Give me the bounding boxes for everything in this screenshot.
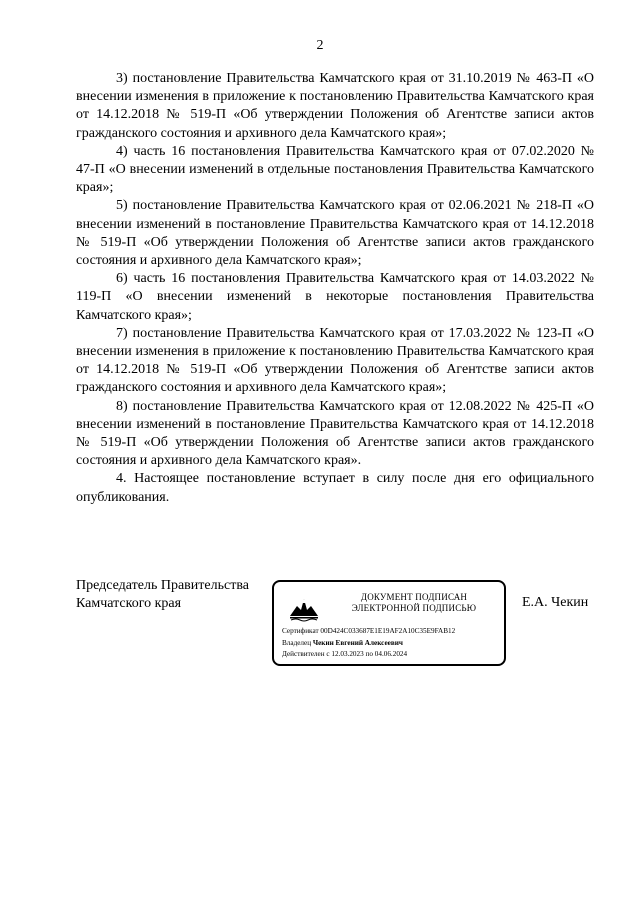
valid-from-value: 12.03.2023 [331,650,364,658]
owner-value: Чекин Евгений Алексеевич [312,638,403,647]
paragraph-item-5: 5) постановление Правительства Камчатского края от 02.06.2021 № 218-П «О внесении изменений в постановление Правительства Камчатского края от 14.12.2018 № 519-П «Об утверждении Положения об Агентстве записи актов гражданского состояния и архивного дела Камчатского края»; [76,198,594,269]
paragraph-item-6: 6) часть 16 постановления Правительства Камчатского края от 14.03.2022 № 119-П «О внесении изменений в некоторые постановления Правительства Камчатского края»; [76,271,594,323]
stamp-owner-line [282,638,504,650]
certificate-label: Сертификат [282,627,319,635]
signatory-position [76,577,249,613]
signatory-position-line2: Камчатского края [76,596,182,612]
valid-label: Действителен [282,650,325,658]
stamp-title-line1: ДОКУМЕНТ ПОДПИСАН [360,592,468,602]
valid-to-prefix: по [365,650,373,658]
stamp-title [326,592,502,614]
valid-to-value: 04.06.2024 [374,650,408,658]
stamp-title-line2: ЭЛЕКТРОННОЙ ПОДПИСЬЮ [351,603,477,613]
owner-label: Владелец [282,638,312,647]
paragraph-item-4: 4) часть 16 постановления Правительства Камчатского края от 07.02.2020 № 47-П «О внесении изменений в отдельные постановления Правительства Камчатского края»; [76,143,594,196]
page-number: 2 [316,38,324,53]
signatory-position-line1: Председатель Правительства [76,578,249,593]
signatory-name: Е.А. Чекин [522,595,589,610]
paragraph-item-7: 7) постановление Правительства Камчатского края от 17.03.2022 № 123-П «О внесении изменения в приложение к постановлению Правительства Камчатского края от 14.12.2018 № 519-П «Об утверждении Положения об Агентстве записи актов гражданского состояния и архивного дела Камчатского края»; [76,325,594,396]
certificate-value: 00D424C033687E1E19AF2A10C35E9FAB12 [320,627,456,635]
stamp-certificate-line [282,626,504,638]
valid-from-prefix: с [326,650,330,658]
paragraph-item-3: 3) постановление Правительства Камчатского края от 31.10.2019 № 463-П «О внесении изменения в приложение к постановлению Правительства Камчатского края от 14.12.2018 № 519-П «Об утверждении Положения об Агентстве записи актов гражданского состояния и архивного дела Камчатского края»; [76,71,594,141]
electronic-signature-stamp [272,580,506,666]
document-body [76,70,594,507]
paragraph-effective-date: 4. Настоящее постановление вступает в силу после дня его официального опубликования. [76,471,594,505]
stamp-details [282,626,504,661]
paragraph-item-8: 8) постановление Правительства Камчатского края от 12.08.2022 № 425-П «О внесении изменений в постановление Правительства Камчатского края от 14.12.2018 № 519-П «Об утверждении Положения об Агентстве записи актов гражданского состояния и архивного дела Камчатского края». [76,398,594,469]
stamp-validity-line [282,649,504,661]
kamchatka-emblem-icon [288,594,320,622]
